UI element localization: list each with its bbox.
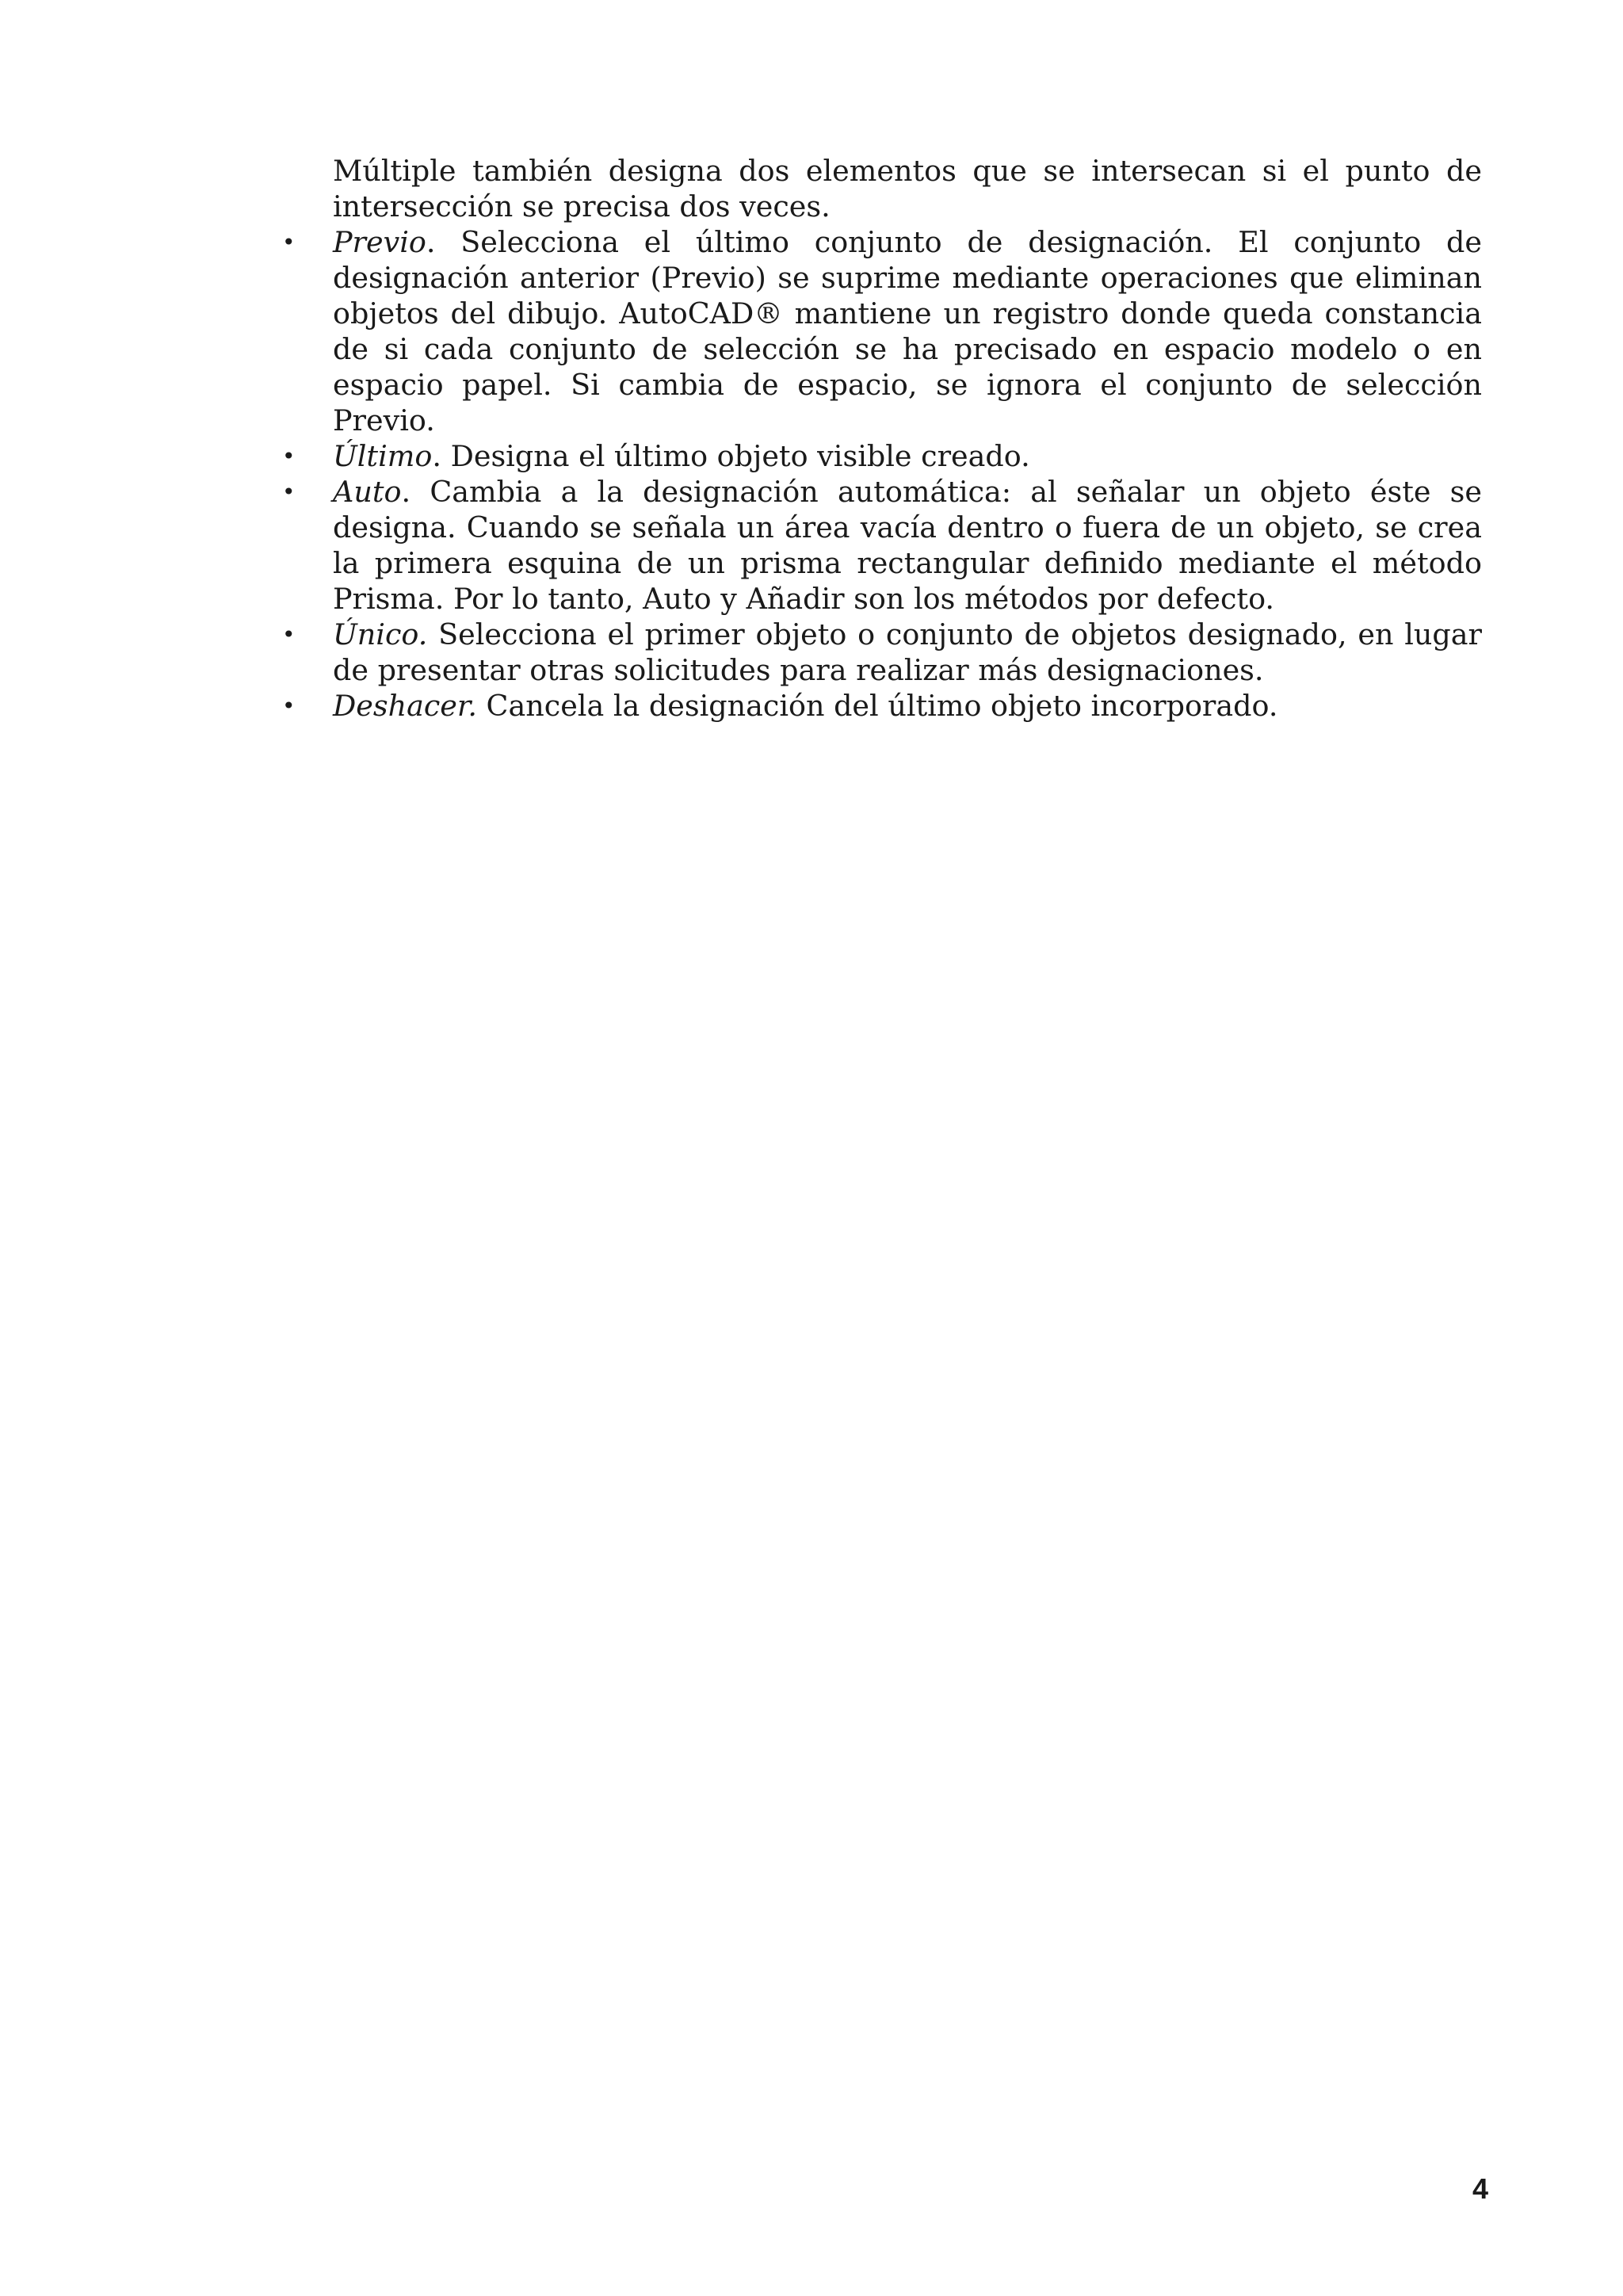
page-number: 4 bbox=[1472, 2172, 1488, 2205]
term-ultimo: Último bbox=[333, 439, 433, 473]
body-text bbox=[281, 153, 1482, 724]
term-auto: Auto bbox=[333, 475, 402, 509]
term-punct: . bbox=[401, 475, 411, 509]
intro-paragraph: Múltiple también designa dos elementos que se intersecan si el punto de intersección se precisa dos veces. bbox=[333, 154, 1482, 223]
list-item-ultimo bbox=[281, 438, 1482, 474]
item-description: Selecciona el primer objeto o conjunto de objetos designado, en lugar de presentar otras solicitudes para realizar más designaciones. bbox=[333, 617, 1482, 687]
list-item-unico bbox=[281, 617, 1482, 688]
item-description: Designa el último objeto visible creado. bbox=[441, 439, 1030, 473]
term-punct: . bbox=[426, 225, 436, 259]
bullet-icon: • bbox=[282, 479, 296, 505]
term-deshacer: Deshacer. bbox=[333, 689, 477, 723]
term-punct: . bbox=[432, 439, 441, 473]
term-unico: Único. bbox=[333, 617, 428, 651]
bullet-icon: • bbox=[282, 621, 296, 648]
item-description: Selecciona el último conjunto de designación. El conjunto de designación anterior (Previo) se suprime mediante operaciones que eliminan objetos del dibujo. AutoCAD® mantiene un registro donde queda constancia de si cada conjunto de selección se ha precisado en espacio modelo o en espacio papel. Si cambia de espacio, se ignora el conjunto de selección Previo. bbox=[333, 225, 1482, 437]
term-previo: Previo bbox=[333, 225, 426, 259]
list-item-deshacer bbox=[281, 688, 1482, 724]
item-description: Cambia a la designación automática: al señalar un objeto éste se designa. Cuando se señala un área vacía dentro o fuera de un objeto, se crea la primera esquina de un prisma rectangular definido mediante el método Prisma. Por lo tanto, Auto y Añadir son los métodos por defecto. bbox=[333, 475, 1482, 616]
item-description: Cancela la designación del último objeto incorporado. bbox=[476, 689, 1278, 723]
selection-options-list bbox=[281, 224, 1482, 724]
list-item-auto bbox=[281, 474, 1482, 617]
bullet-icon: • bbox=[282, 443, 296, 469]
bullet-icon: • bbox=[282, 229, 296, 255]
list-item-previo bbox=[281, 224, 1482, 438]
bullet-icon: • bbox=[282, 693, 296, 719]
